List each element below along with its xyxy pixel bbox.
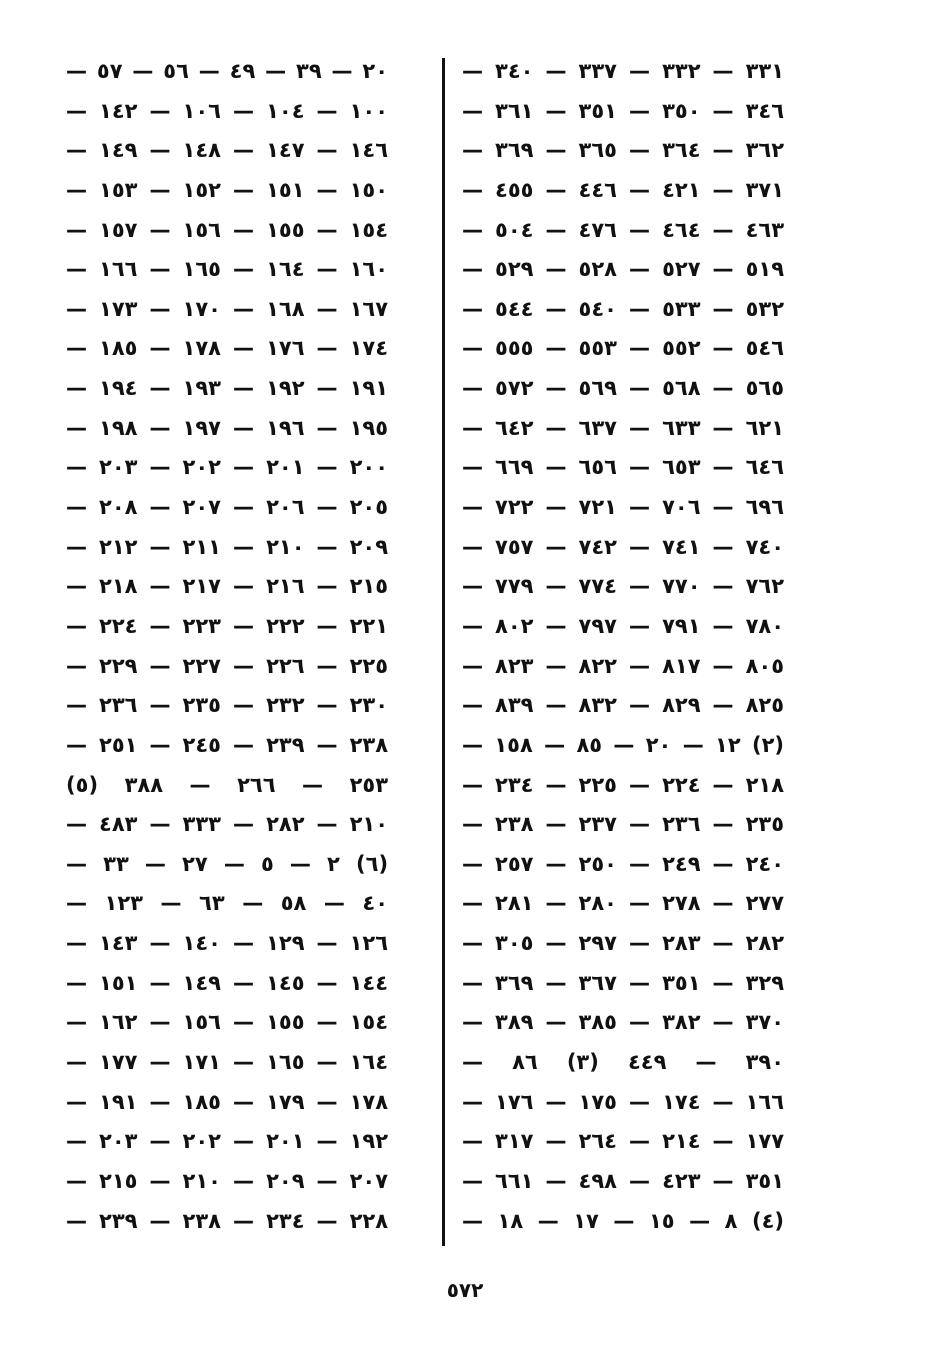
right-column-line: (٤) ٨ — ١٥ — ١٧ — ١٨ — [462,1208,784,1233]
right-column-line: ٣٤٦ — ٣٥٠ — ٣٥١ — ٣٦١ — [462,98,784,123]
right-column-line: ٥٦٥ — ٥٦٨ — ٥٦٩ — ٥٧٢ — [462,376,784,401]
right-column-line: ٦٤٦ — ٦٥٣ — ٦٥٦ — ٦٦٩ — [462,455,784,480]
right-column-line: ٣٧١ — ٤٢١ — ٤٤٦ — ٤٥٥ — [462,177,784,202]
right-column-line: ٢١٨ — ٢٢٤ — ٢٢٥ — ٢٣٤ — [462,772,784,797]
right-column-line: ٣٧٠ — ٣٨٢ — ٣٨٥ — ٣٨٩ — [462,1010,784,1035]
left-column-line: ٢٠٥ — ٢٠٦ — ٢٠٧ — ٢٠٨ — [66,495,388,520]
left-column-line: ٢٥٣ — ٢٦٦ — ٣٨٨ (٥) [66,772,388,797]
left-column-line: ١٠٠ — ١٠٤ — ١٠٦ — ١٤٢ — [66,98,388,123]
left-column-line: ٢٠٧ — ٢٠٩ — ٢١٠ — ٢١٥ — [66,1168,388,1193]
left-column-line: ١٥٤ — ١٥٥ — ١٥٦ — ١٦٢ — [66,1010,388,1035]
left-column-line: ٢١٥ — ٢١٦ — ٢١٧ — ٢١٨ — [66,574,388,599]
left-column-line: ١٤٦ — ١٤٧ — ١٤٨ — ١٤٩ — [66,138,388,163]
left-column-line: ١٦٠ — ١٦٤ — ١٦٥ — ١٦٦ — [66,257,388,282]
right-column-line: ١٧٧ — ٢١٤ — ٢٦٤ — ٣١٧ — [462,1129,784,1154]
left-column-line: ٢٠٩ — ٢١٠ — ٢١١ — ٢١٢ — [66,534,388,559]
right-column-line: ٥٣٢ — ٥٣٣ — ٥٤٠ — ٥٤٤ — [462,296,784,321]
left-column-line: ١٥٠ — ١٥١ — ١٥٢ — ١٥٣ — [66,177,388,202]
left-column-line: ١٩٢ — ٢٠١ — ٢٠٢ — ٢٠٣ — [66,1129,388,1154]
left-column-line: ١٥٤ — ١٥٥ — ١٥٦ — ١٥٧ — [66,217,388,242]
right-column-line: ٣٩٠ — ٤٤٩ (٣) ٨٦ — [462,1050,784,1075]
right-column-line: ٧٨٠ — ٧٩١ — ٧٩٧ — ٨٠٢ — [462,613,784,638]
page-number: ٥٧٢ [446,1278,484,1302]
right-column-line: ٧٦٢ — ٧٧٠ — ٧٧٤ — ٧٧٩ — [462,574,784,599]
left-column-line: ٤٠ — ٥٨ — ٦٣ — ١٢٣ — [66,891,388,916]
left-column-line: ٢٣٨ — ٢٣٩ — ٢٤٥ — ٢٥١ — [66,732,388,757]
left-column-line: ٢٢٨ — ٢٣٤ — ٢٣٨ — ٢٣٩ — [66,1208,388,1233]
left-column-line: ٢٣٠ — ٢٣٢ — ٢٣٥ — ٢٣٦ — [66,693,388,718]
left-column-line: ١٧٤ — ١٧٦ — ١٧٨ — ١٨٥ — [66,336,388,361]
left-column-line: ١٩١ — ١٩٢ — ١٩٣ — ١٩٤ — [66,376,388,401]
right-column-line: ٢٧٧ — ٢٧٨ — ٢٨٠ — ٢٨١ — [462,891,784,916]
right-column-line: ١٦٦ — ١٧٤ — ١٧٥ — ١٧٦ — [462,1089,784,1114]
right-column-line: ٣٢٩ — ٣٥١ — ٣٦٧ — ٣٦٩ — [462,970,784,995]
left-column-line: (٦) ٢ — ٥ — ٢٧ — ٣٣ — [66,851,388,876]
right-column [462,52,784,1241]
left-column-line: ٢١٠ — ٢٨٢ — ٣٣٣ — ٤٨٣ — [66,812,388,837]
right-column-line: ٦٩٦ — ٧٠٦ — ٧٢١ — ٧٢٢ — [462,495,784,520]
left-column-line: ١٢٦ — ١٢٩ — ١٤٠ — ١٤٣ — [66,931,388,956]
right-column-line: ٢٣٥ — ٢٣٦ — ٢٣٧ — ٢٣٨ — [462,812,784,837]
right-column-line: ٢٨٢ — ٢٨٣ — ٢٩٧ — ٣٠٥ — [462,931,784,956]
column-divider [442,58,445,1246]
right-column-line: ٧٤٠ — ٧٤١ — ٧٤٢ — ٧٥٧ — [462,534,784,559]
right-column-line: ٨٠٥ — ٨١٧ — ٨٢٢ — ٨٢٣ — [462,653,784,678]
right-column-line: ٢٤٠ — ٢٤٩ — ٢٥٠ — ٢٥٧ — [462,851,784,876]
right-column-line: ٤٦٣ — ٤٦٤ — ٤٧٦ — ٥٠٤ — [462,217,784,242]
left-column-line: ٢٠ — ٣٩ — ٤٩ — ٥٦ — ٥٧ — [66,59,388,83]
left-column-line: ٢٢١ — ٢٢٢ — ٢٢٣ — ٢٢٤ — [66,613,388,638]
left-column [66,52,388,1241]
left-column-line: ١٦٧ — ١٦٨ — ١٧٠ — ١٧٣ — [66,296,388,321]
left-column-line: ٢٠٠ — ٢٠١ — ٢٠٢ — ٢٠٣ — [66,455,388,480]
left-column-line: ١٧٨ — ١٧٩ — ١٨٥ — ١٩١ — [66,1089,388,1114]
right-column-line: ٥٤٦ — ٥٥٢ — ٥٥٣ — ٥٥٥ — [462,336,784,361]
right-column-line: ٥١٩ — ٥٢٧ — ٥٢٨ — ٥٢٩ — [462,257,784,282]
left-column-line: ٢٢٥ — ٢٢٦ — ٢٢٧ — ٢٢٩ — [66,653,388,678]
right-column-line: ٣٥١ — ٤٢٣ — ٤٩٨ — ٦٦١ — [462,1168,784,1193]
right-column-line: ٣٣١ — ٣٣٢ — ٣٣٧ — ٣٤٠ — [462,59,784,83]
left-column-line: ١٤٤ — ١٤٥ — ١٤٩ — ١٥١ — [66,970,388,995]
left-column-line: ١٦٤ — ١٦٥ — ١٧١ — ١٧٧ — [66,1050,388,1075]
right-column-line: ٨٢٥ — ٨٢٩ — ٨٣٢ — ٨٣٩ — [462,693,784,718]
right-column-line: (٢) ١٢ — ٢٠ — ٨٥ — ١٥٨ — [462,732,784,757]
right-column-line: ٦٢١ — ٦٣٣ — ٦٣٧ — ٦٤٢ — [462,415,784,440]
left-column-line: ١٩٥ — ١٩٦ — ١٩٧ — ١٩٨ — [66,415,388,440]
right-column-line: ٣٦٢ — ٣٦٤ — ٣٦٥ — ٣٦٩ — [462,138,784,163]
